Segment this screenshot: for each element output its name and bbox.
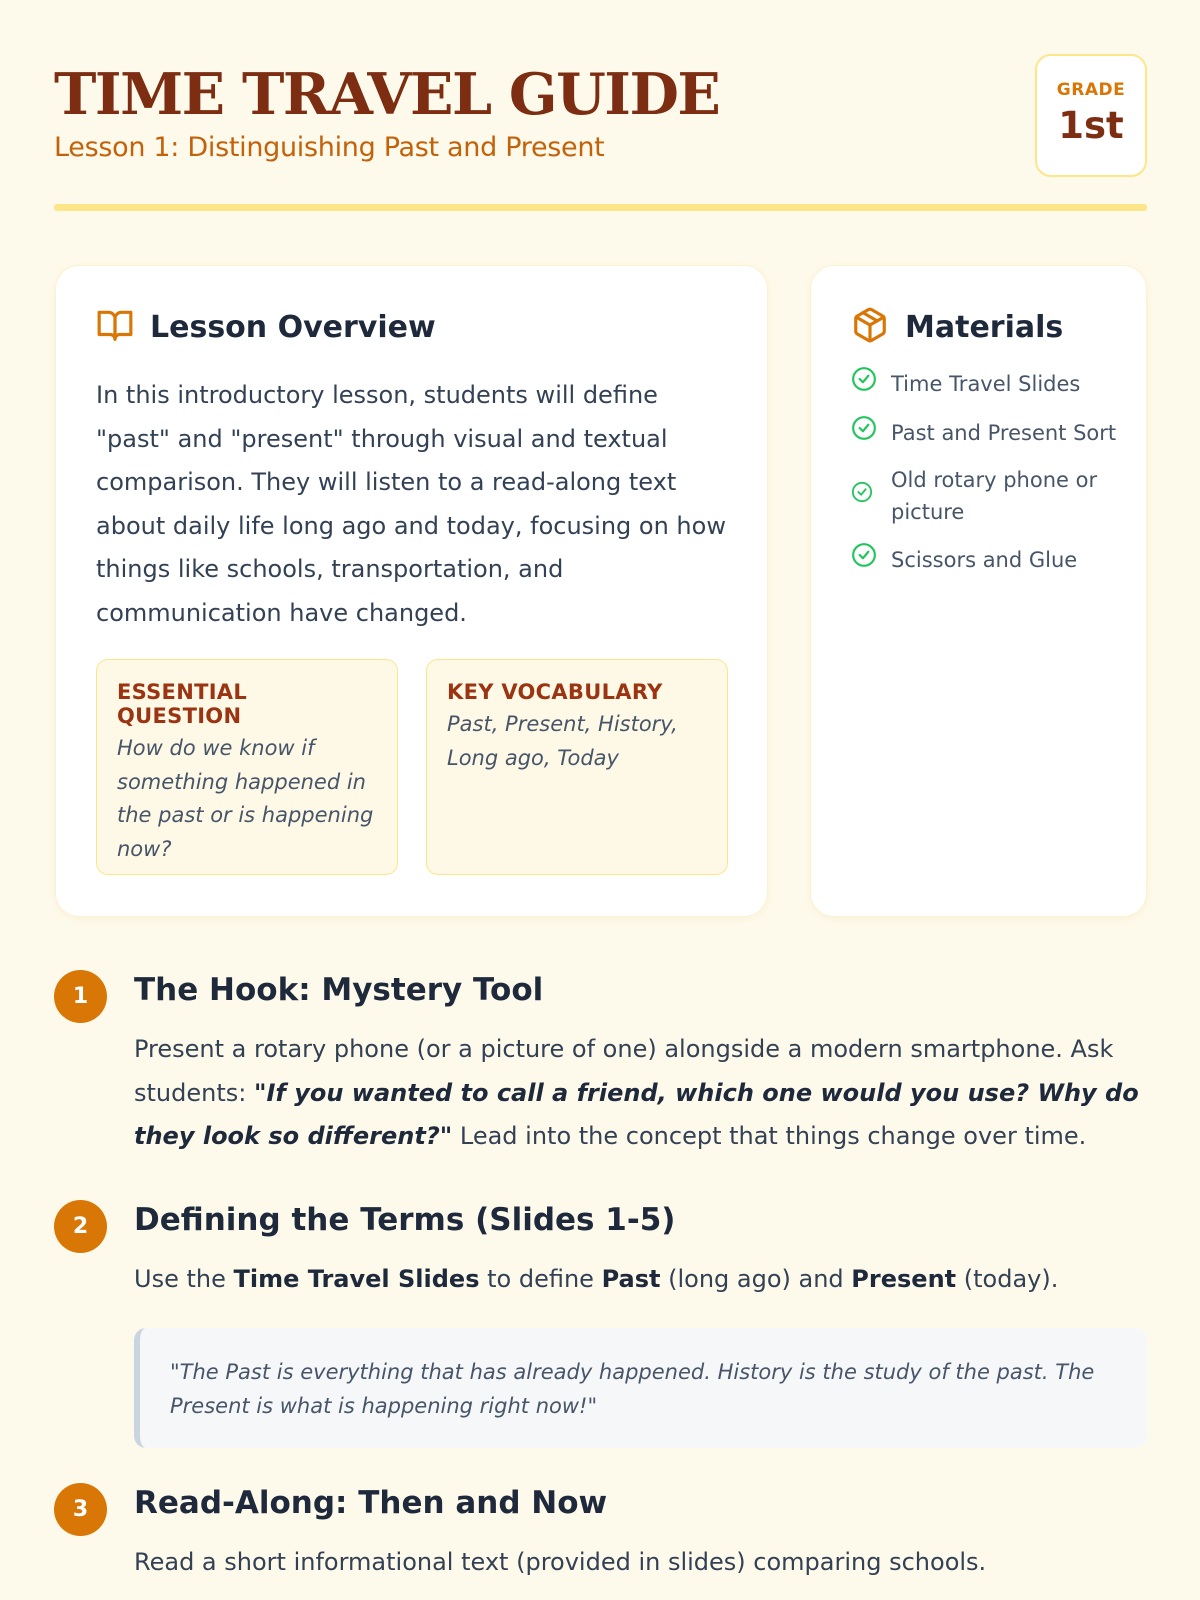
overview-header bbox=[96, 306, 436, 348]
step-body bbox=[134, 1028, 1147, 1159]
material-label: Old rotary phone or picture bbox=[891, 468, 1098, 524]
step-title: Defining the Terms (Slides 1-5) bbox=[134, 1202, 676, 1238]
step-body-text: (today). bbox=[956, 1265, 1059, 1293]
step-body-question: "If you wanted to call a friend, which one would you use? Why do they look so different?" bbox=[134, 1078, 1139, 1150]
overview-title: Lesson Overview bbox=[150, 309, 436, 345]
material-label: Scissors and Glue bbox=[891, 547, 1078, 572]
check-circle-icon bbox=[851, 480, 877, 512]
list-item bbox=[851, 415, 1131, 450]
check-circle-icon bbox=[851, 366, 877, 401]
step-body-text: to define bbox=[479, 1265, 602, 1293]
step-body: Read a short informational text (provided in slides) comparing schools. bbox=[134, 1548, 987, 1576]
step-body-text: Present a rotary phone (or a picture of one) alongside a modern smartphone. Ask students: bbox=[134, 1035, 1114, 1107]
lesson-subtitle: Lesson 1: Distinguishing Past and Present bbox=[54, 132, 605, 163]
package-icon bbox=[851, 306, 889, 348]
essential-question-label: ESSENTIAL QUESTION bbox=[117, 680, 248, 728]
step-number-badge: 2 bbox=[54, 1200, 107, 1253]
key-vocabulary-box bbox=[426, 659, 728, 875]
step-number-badge: 3 bbox=[54, 1483, 107, 1536]
list-item bbox=[851, 542, 1131, 577]
material-label: Past and Present Sort bbox=[891, 420, 1117, 445]
grade-value: 1st bbox=[1058, 104, 1124, 147]
step-body-text: Lead into the concept that things change over time. bbox=[452, 1122, 1087, 1150]
materials-list bbox=[851, 366, 1131, 591]
grade-label: GRADE bbox=[1056, 80, 1126, 100]
key-vocabulary-text: Past, Present, History, Long ago, Today bbox=[447, 712, 678, 770]
step-number-badge: 1 bbox=[54, 970, 107, 1023]
essential-question-text: How do we know if something happened in the past or is happening now? bbox=[117, 736, 374, 861]
step-body-bold: Present bbox=[851, 1265, 957, 1293]
overview-text: In this introductory lesson, students will define "past" and "present" through visual and textual comparison. They will listen to a read-along text about daily life long ago and today, focusing on how things like schools, transportation, and communication have changed. bbox=[96, 381, 726, 627]
material-label: Time Travel Slides bbox=[891, 371, 1081, 396]
step-title: The Hook: Mystery Tool bbox=[134, 972, 544, 1008]
step-title: Read-Along: Then and Now bbox=[134, 1485, 608, 1521]
list-item bbox=[851, 366, 1131, 401]
materials-title: Materials bbox=[905, 309, 1064, 345]
essential-question-box bbox=[96, 659, 398, 875]
list-item bbox=[851, 464, 1131, 528]
materials-card bbox=[810, 265, 1147, 917]
check-circle-icon bbox=[851, 415, 877, 450]
step-body-text: Use the bbox=[134, 1265, 234, 1293]
book-open-icon bbox=[96, 306, 134, 348]
page-header bbox=[54, 60, 1147, 163]
grade-badge bbox=[1035, 54, 1147, 177]
step-body-bold: Past bbox=[601, 1265, 661, 1293]
key-vocabulary-label: KEY VOCABULARY bbox=[447, 680, 663, 704]
page-title: TIME TRAVEL GUIDE bbox=[54, 61, 720, 128]
lesson-overview-card bbox=[55, 265, 768, 917]
header-divider bbox=[54, 204, 1147, 211]
step-body-text: (long ago) and bbox=[660, 1265, 852, 1293]
step-body bbox=[134, 1258, 1147, 1302]
step-body-bold: Time Travel Slides bbox=[233, 1265, 480, 1293]
check-circle-icon bbox=[851, 542, 877, 577]
definition-quote: "The Past is everything that has already happened. History is the study of the past. The Present is what is happening right now!" bbox=[134, 1328, 1147, 1448]
materials-header bbox=[851, 306, 1063, 348]
